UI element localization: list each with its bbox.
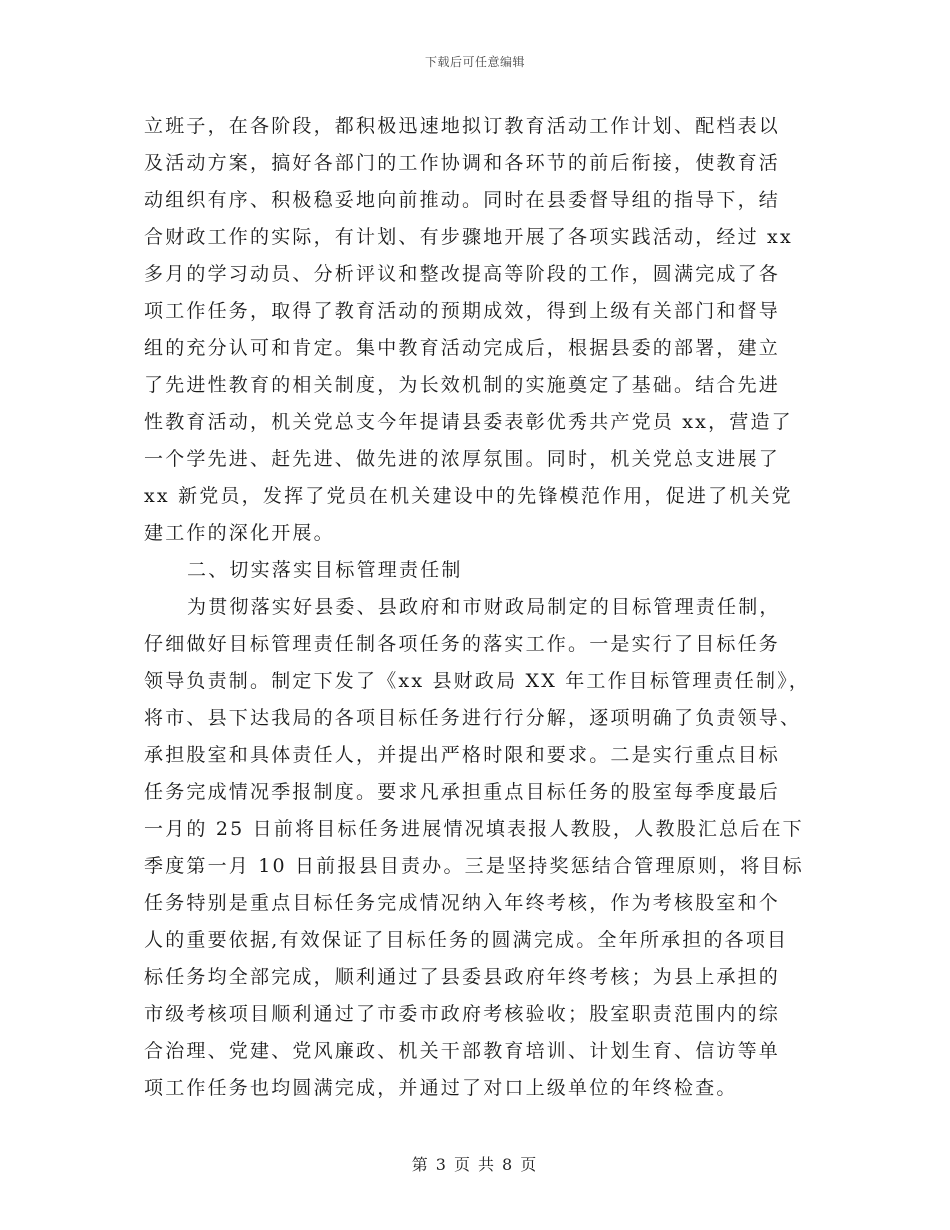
text-line: 仔细做好目标管理责任制各项任务的落实工作。一是实行了目标任务	[144, 633, 781, 655]
footer-total-word: 共	[478, 1155, 497, 1174]
page-header: 下载后可任意编辑	[424, 55, 525, 69]
text-line: 一个学先进、赶先进、做先进的浓厚氛围。同时，机关党总支进展了	[144, 448, 781, 470]
footer-prefix: 第	[411, 1155, 430, 1174]
total-page-count: 8	[502, 1155, 515, 1174]
text-line: 项工作任务，取得了教育活动的预期成效，得到上级有关部门和督导	[144, 300, 781, 322]
text-line: 任务特别是重点目标任务完成情况纳入年终考核，作为考核股室和个	[144, 892, 781, 914]
text-line: 多月的学习动员、分析评议和整改提高等阶段的工作，圆满完成了各	[144, 263, 781, 285]
text-line: 建工作的深化开展。	[144, 522, 335, 544]
text-line: 动组织有序、积极稳妥地向前推动。同时在县委督导组的指导下，结	[144, 189, 781, 211]
footer-page-word: 页	[453, 1155, 472, 1174]
text-line: 季度第一月 10 日前报县目责办。三是坚持奖惩结合管理原则，将目标	[144, 855, 804, 877]
page-footer	[0, 1152, 950, 1175]
section-heading: 二、切实落实目标管理责任制	[187, 559, 463, 581]
text-line: 一月的 25 日前将目标任务进展情况填表报人教股，人教股汇总后在下	[144, 818, 804, 840]
text-line: 组的充分认可和肯定。集中教育活动完成后，根据县委的部署，建立	[144, 337, 781, 359]
text-line: 标任务均全部完成，顺利通过了县委县政府年终考核；为县上承担的	[144, 966, 781, 988]
text-line: 性教育活动，机关党总支今年提请县委表彰优秀共产党员 xx，营造了	[144, 411, 793, 433]
text-line: 领导负责制。制定下发了《xx 县财政局 XX 年工作目标管理责任制》，	[144, 670, 811, 692]
text-line: 了先进性教育的相关制度，为长效机制的实施奠定了基础。结合先进	[144, 374, 781, 396]
text-line: 承担股室和具体责任人，并提出严格时限和要求。二是实行重点目标	[144, 744, 781, 766]
text-line: 合财政工作的实际，有计划、有步骤地开展了各项实践活动，经过 xx	[144, 226, 793, 248]
current-page-number: 3	[435, 1155, 448, 1174]
text-line: 及活动方案，搞好各部门的工作协调和各环节的前后衔接，使教育活	[144, 152, 781, 174]
text-line: 项工作任务也均圆满完成，并通过了对口上级单位的年终检查。	[144, 1077, 738, 1099]
text-line: 将市、县下达我局的各项目标任务进行行分解，逐项明确了负责领导、	[144, 707, 802, 729]
text-line: xx 新党员，发挥了党员在机关建设中的先锋模范作用，促进了机关党	[144, 485, 793, 507]
text-line: 立班子，在各阶段，都积极迅速地拟订教育活动工作计划、配档表以	[144, 115, 781, 137]
footer-suffix: 页	[520, 1155, 539, 1174]
text-line: 为贯彻落实好县委、县政府和市财政局制定的目标管理责任制，	[187, 596, 781, 618]
text-line: 合治理、党建、党风廉政、机关干部教育培训、计划生育、信访等单	[144, 1040, 781, 1062]
text-line: 任务完成情况季报制度。要求凡承担重点目标任务的股室每季度最后	[144, 781, 781, 803]
text-line: 市级考核项目顺利通过了市委市政府考核验收；股室职责范围内的综	[144, 1003, 781, 1025]
text-line: 人的重要依据,有效保证了目标任务的圆满完成。全年所承担的各项目	[144, 929, 789, 951]
